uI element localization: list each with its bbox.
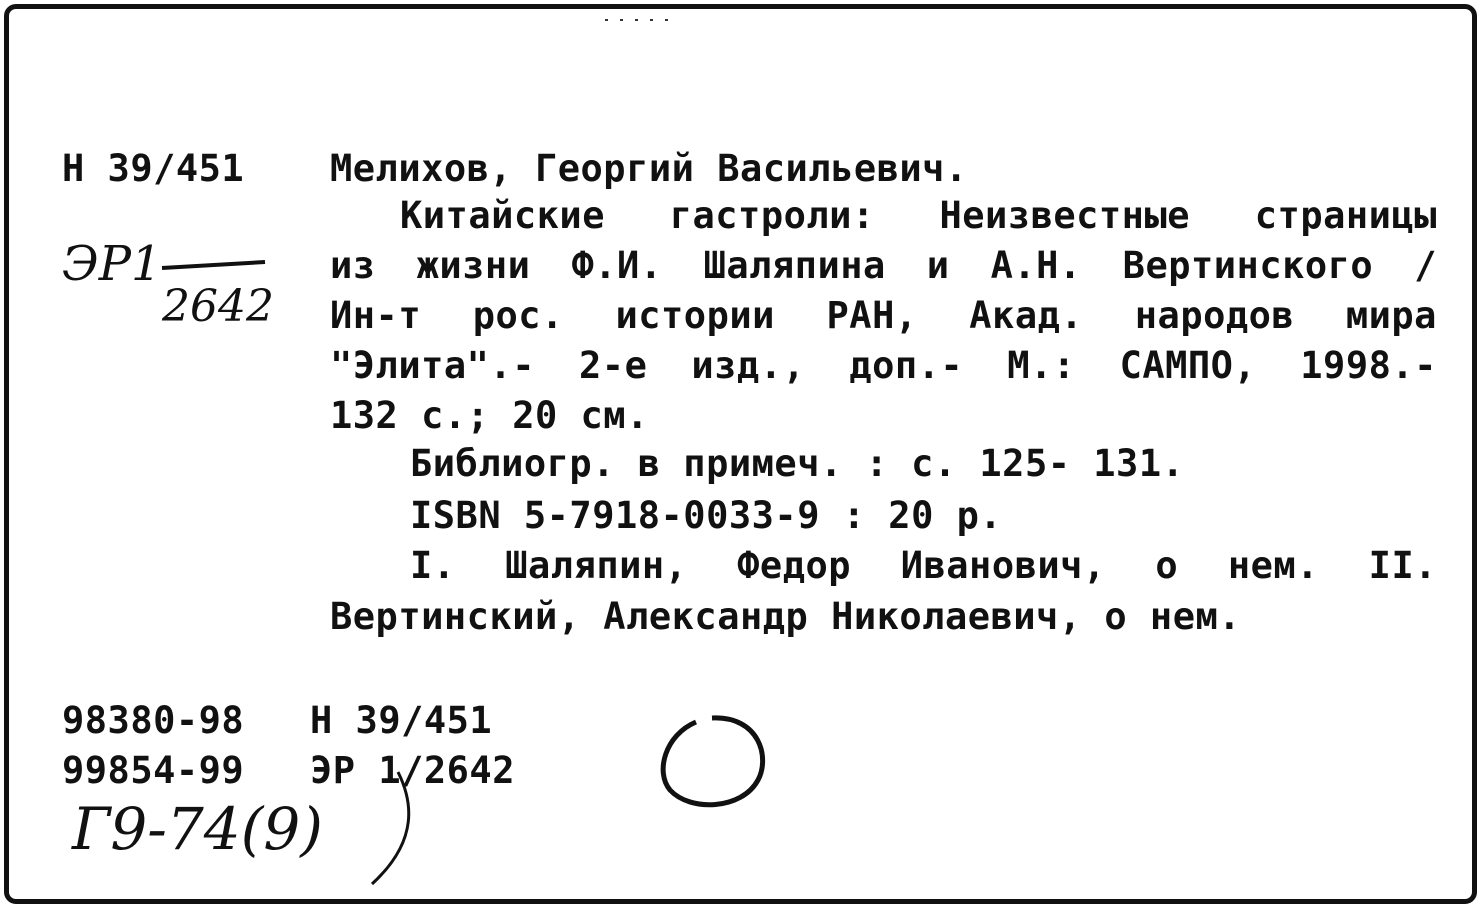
isbn-line: ISBN 5-7918-0033-9 : 20 р. [410,494,1003,537]
word: Ф.И. [571,244,663,287]
subjects-line-2: Вертинский, Александр Николаевич, о нем. [330,595,1242,638]
shelfmark: Н 39/451 [62,147,245,190]
handwritten-fraction-line [162,262,265,268]
word: "Элита".- [330,344,535,387]
word: САМПО, [1119,344,1257,387]
word: Акад. [969,294,1084,337]
word: нем. [1227,544,1319,587]
word: доп.- [849,344,964,387]
word: мира [1345,294,1437,337]
word: жизни [416,244,531,287]
accession-mark-2: ЭР 1/2642 [310,749,515,792]
word: рос. [472,294,564,337]
word: II. [1368,544,1437,587]
word: изд., [691,344,806,387]
word: 2-е [579,344,648,387]
accession-mark-1: Н 39/451 [310,699,493,742]
word: Иванович, [900,544,1106,587]
word: о [1155,544,1179,587]
handwritten-slash [372,772,409,884]
word: страницы [1254,194,1437,237]
word: истории [615,294,775,337]
word: Шаляпина [703,244,886,287]
word: 1998.- [1300,344,1437,387]
bibliography-note: Библиогр. в примеч. : с. 125- 131. [410,442,1185,485]
word: гастроли: [669,194,875,237]
body-line-5: 132 с.; 20 см. [330,394,649,437]
word: М.: [1007,344,1076,387]
word: I. [410,544,456,587]
word: Федор [737,544,852,587]
word: А.Н. [990,244,1082,287]
stamp-circle [663,718,762,805]
word: Китайские [400,194,605,237]
word: Неизвестные [939,194,1191,237]
handwritten-shelfmark-top: ЭР1 [62,236,162,292]
author-heading: Мелихов, Георгий Васильевич. [330,147,968,190]
word: Ин-т [330,294,422,337]
word: / [1414,244,1437,287]
handwritten-shelfmark-bottom: 2642 [162,281,274,332]
word: и [926,244,950,287]
word: народов [1134,294,1295,337]
accession-number-1: 98380-98 [62,699,245,742]
word: РАН, [826,294,918,337]
word: Шаляпин, [505,544,688,587]
word: Вертинского [1122,244,1374,287]
accession-number-2: 99854-99 [62,749,245,792]
word: из [330,244,376,287]
handwritten-note: Г9-74(9) [72,795,323,863]
